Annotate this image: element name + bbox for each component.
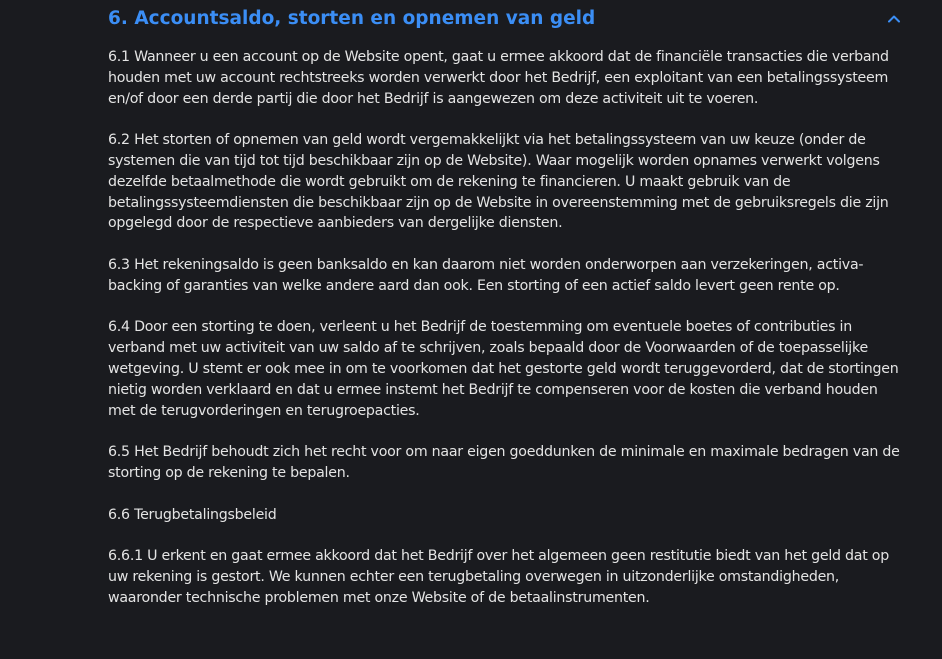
paragraph-6-3: 6.3 Het rekeningsaldo is geen banksaldo en kan daarom niet worden onderworpen aan verzekeringen, activa-backing of garanties van welke andere aard dan ook. Een storting of een actief saldo levert geen rente op. xyxy=(108,256,864,294)
accordion-header[interactable] xyxy=(108,0,908,36)
paragraph-6-4: 6.4 Door een storting te doen, verleent u het Bedrijf de toestemming om eventuele boetes of contributies in verband met uw activiteit van uw saldo af te schrijven, zoals bepaald door de Voorwaarden of de toepasselijke wetgeving. U stemt er ook mee in om te voorkomen dat het gestorte geld wordt teruggevorderd, dat de stortingen nietig worden verklaard en dat u ermee instemt het Bedrijf te compenseren voor de kosten die verband houden met de terugvorderingen en terugroepacties. xyxy=(108,319,899,419)
accordion-section-6 xyxy=(108,0,908,629)
paragraph-6-6: 6.6 Terugbetalingsbeleid xyxy=(108,506,277,523)
accordion-content xyxy=(108,47,908,609)
paragraph-6-2: 6.2 Het storten of opnemen van geld wordt vergemakkelijkt via het betalingssysteem van uw keuze (onder de systemen die van tijd tot tijd beschikbaar zijn op de Website). Waar mogelijk worden opnames verwerkt volgens dezelfde betaalmethode die wordt gebruikt om de rekening te financieren. U maakt gebruik van de betalingssysteemdiensten die beschikbaar zijn op de Website in overeenstemming met de gebruiksregels die zijn opgelegd door de respectieve aanbieders van dergelijke diensten. xyxy=(108,132,889,232)
paragraph-6-5: 6.5 Het Bedrijf behoudt zich het recht voor om naar eigen goeddunken de minimale en maximale bedragen van de storting op de rekening te bepalen. xyxy=(108,444,900,481)
section-title: 6. Accountsaldo, storten en opnemen van geld xyxy=(108,7,596,29)
chevron-up-icon[interactable] xyxy=(884,8,904,28)
paragraph-6-6-1: 6.6.1 U erkent en gaat ermee akkoord dat het Bedrijf over het algemeen geen restitutie biedt van het geld dat op uw rekening is gestort. We kunnen echter een terugbetaling overwegen in uitzonderlijke omstandigheden, waaronder technische problemen met onze Website of de betaalinstrumenten. xyxy=(108,548,889,606)
paragraph-6-1: 6.1 Wanneer u een account op de Website opent, gaat u ermee akkoord dat de financiële transacties die verband houden met uw account rechtstreeks worden verwerkt door het Bedrijf, een exploitant van een betalingssysteem en/of door een derde partij die door het Bedrijf is aangewezen om deze activiteit uit te voeren. xyxy=(108,49,889,107)
